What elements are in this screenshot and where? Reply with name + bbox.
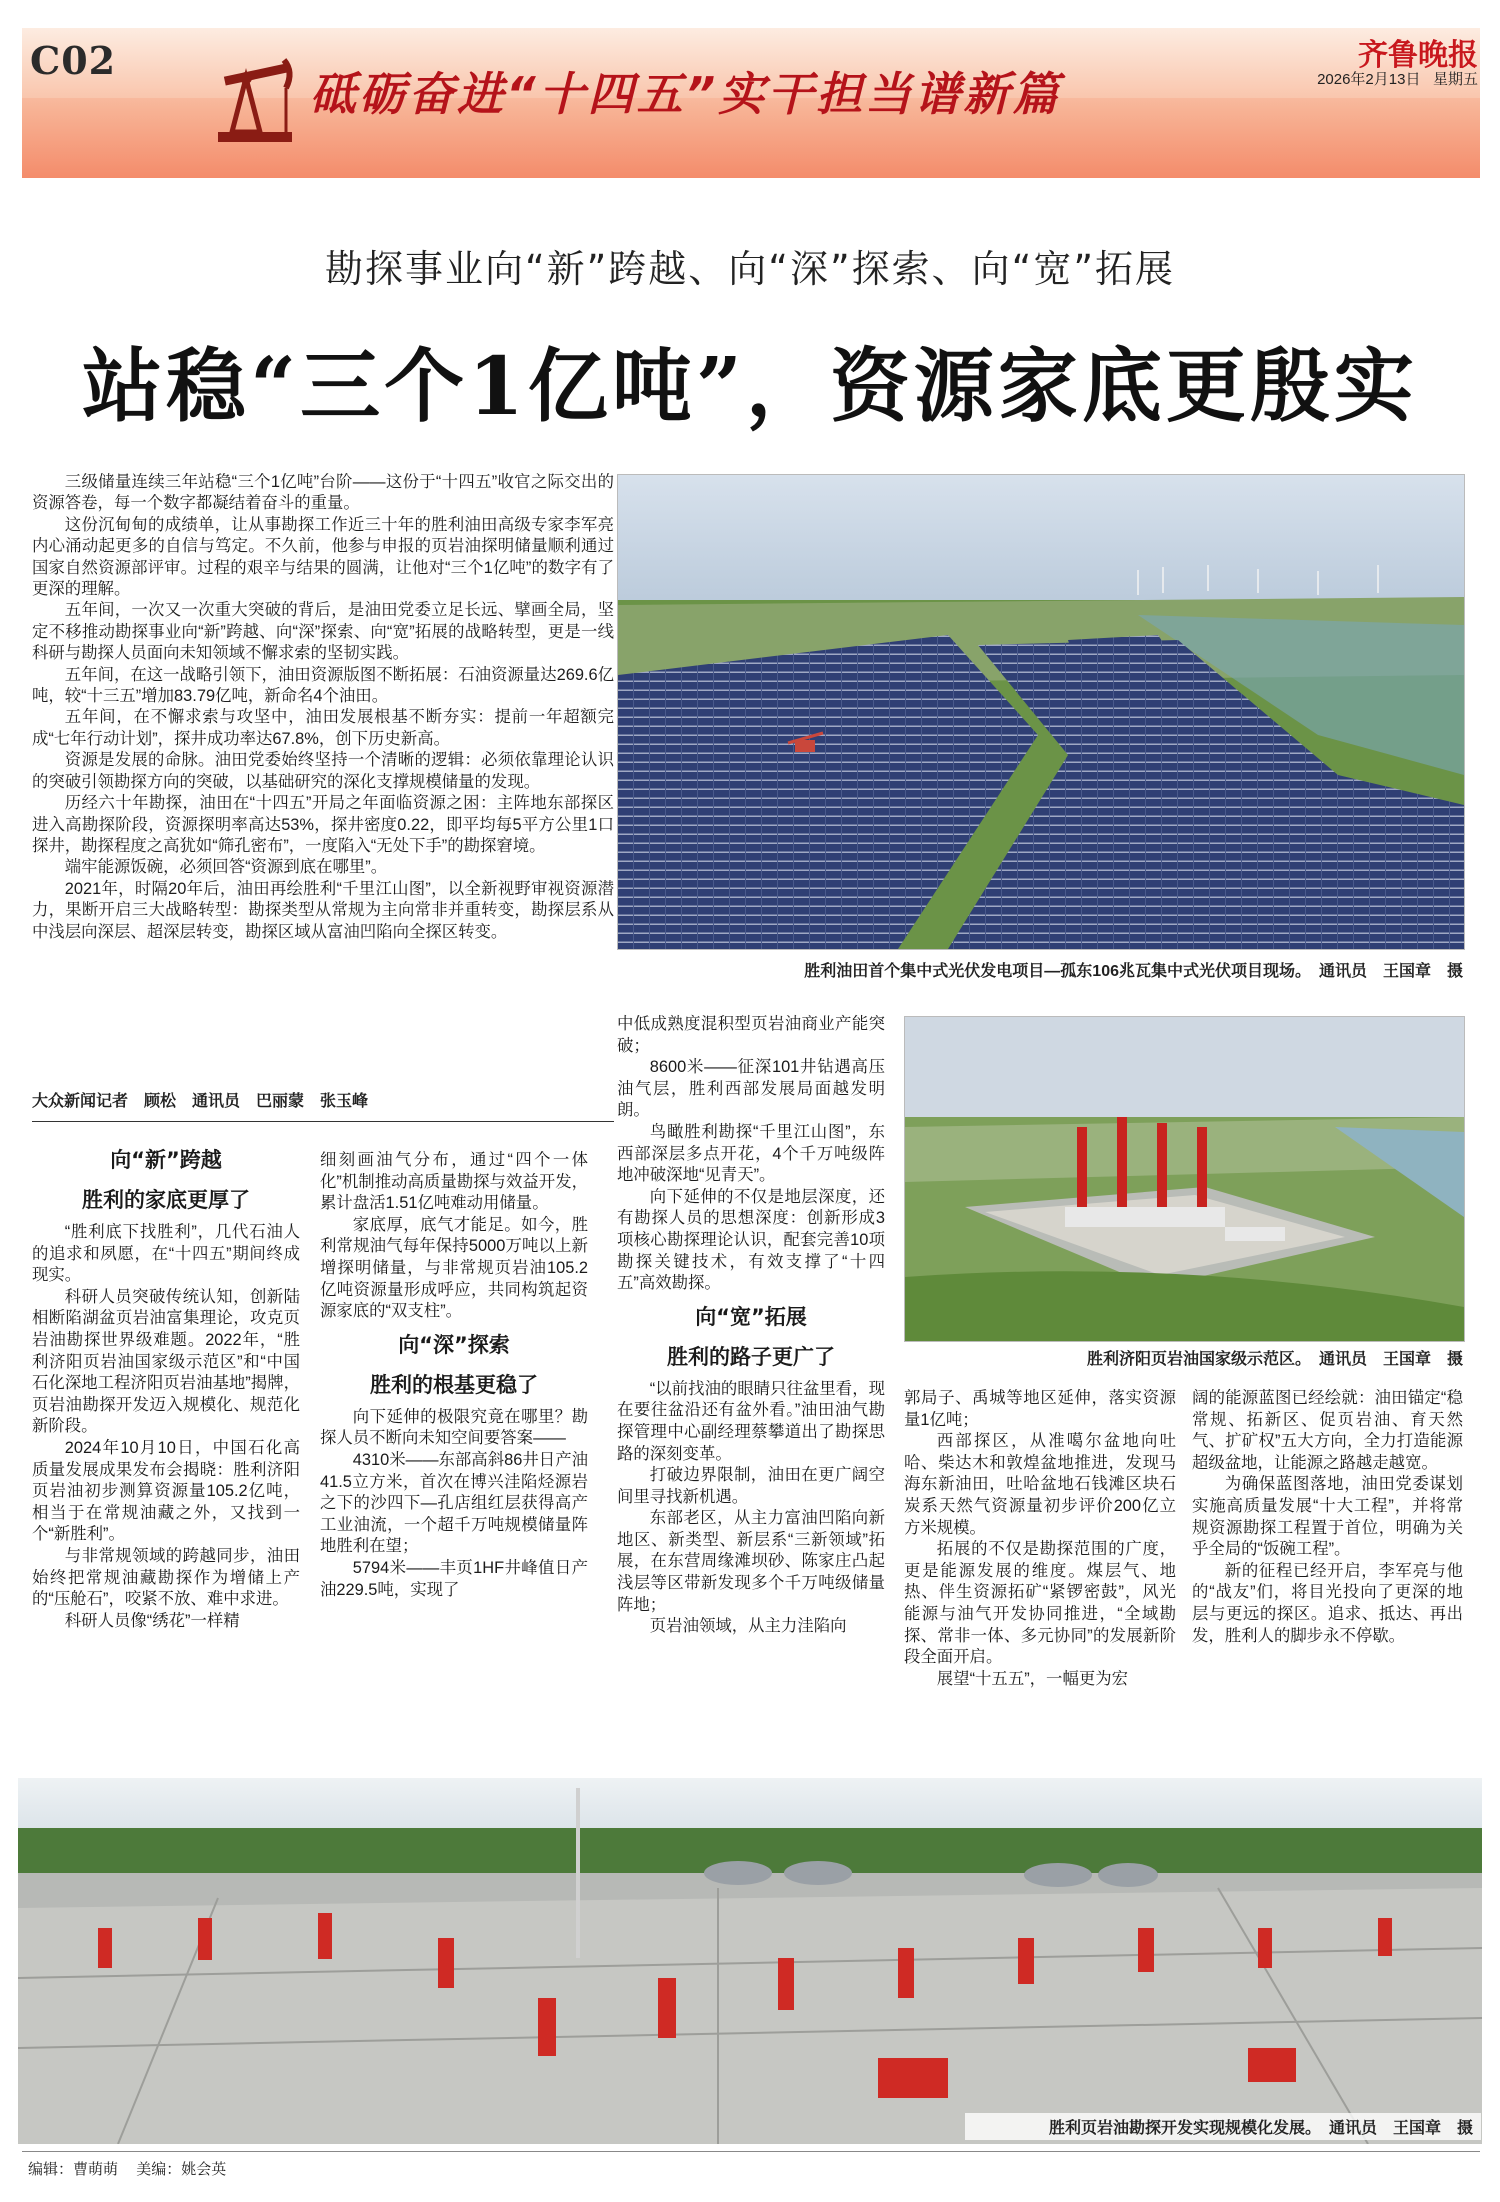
body-paragraph: 向下延伸的不仅是地层深度，还有勘探人员的思想深度：创新形成3项核心勘探理论认识，配套完善10项勘探关键技术，有效支撑了“十四五”高效勘探。 <box>617 1187 885 1293</box>
article-intro <box>32 472 614 943</box>
photo-demonstration-zone <box>904 1016 1465 1342</box>
section3-subtitle: 胜利的路子更广了 <box>667 1344 835 1369</box>
photo-solar-caption: 胜利油田首个集中式光伏发电项目—孤东106兆瓦集中式光伏项目现场。 通讯员 王国章 摄 <box>804 963 1463 980</box>
solar-plant-image <box>618 475 1464 949</box>
section1-subtitle: 胜利的家底更厚了 <box>82 1188 250 1212</box>
editor: 编辑：曹萌萌 <box>28 2161 119 2178</box>
body-paragraph: 细刻画油气分布，通过“四个一体化”机制推动高质量勘探与效益开发，累计盘活1.51亿吨难动用储量。 <box>320 1151 588 1213</box>
body-paragraph: 家底厚，底气才能足。如今，胜利常规油气每年保持5000万吨以上新增探明储量，与非常规页岩油105.2亿吨资源量形成呼应，共同构筑起资源家底的“双支柱”。 <box>320 1215 588 1321</box>
section3-title: 向“宽”拓展 <box>695 1304 807 1329</box>
body-paragraph: 2024年10月10日，中国石化高质量发展成果发布会揭晓：胜利济阳页岩油初步测算资源量105.2亿吨，相当于在常规油藏之外，又找到一个“新胜利”。 <box>32 1438 300 1544</box>
intro-paragraph: 端牢能源饭碗，必须回答“资源到底在哪里”。 <box>64 858 388 877</box>
body-paragraph: 展望“十五五”，一幅更为宏 <box>936 1669 1129 1688</box>
intro-paragraph: 2021年，时隔20年后，油田再绘胜利“千里江山图”，以全新视野审视资源潜力，果断开启三大战略转型：勘探类型从常规为主向常非并重转变，勘探层系从中浅层向深层、超深层转变，勘探区域从富油凹陷向全探区转变。 <box>32 879 614 941</box>
intro-paragraph: 三级储量连续三年站稳“三个1亿吨”台阶——这份于“十四五”收官之际交出的资源答卷，每一个数字都凝结着奋斗的重量。 <box>32 473 614 513</box>
column-2 <box>320 1150 588 1601</box>
page-code: C02 <box>30 38 117 83</box>
slogan: 砥砺奋进“十四五”实干担当谱新篇 <box>310 67 1062 121</box>
date: 2026年2月13日 <box>1317 71 1421 88</box>
footer-divider <box>22 2151 1480 2152</box>
body-paragraph: 科研人员突破传统认知，创新陆相断陷湖盆页岩油富集理论，攻克页岩油勘探世界级难题。2022年，“胜利济阳页岩油国家级示范区”和“中国石化深地工程济阳页岩油基地”揭牌，页岩油勘探开发迈入规模化、规范化新阶段。 <box>32 1287 300 1436</box>
column-3 <box>617 1014 885 1638</box>
pump-jack-icon <box>210 38 300 148</box>
art-editor: 美编：姚会英 <box>136 2161 227 2178</box>
body-paragraph: 西部探区，从准噶尔盆地向吐哈、柴达木和敦煌盆地推进，发现马海东新油田，吐哈盆地石钱滩区块石炭系天然气资源量初步评价200亿立方米规模。 <box>904 1432 1176 1537</box>
body-paragraph: 新的征程已经开启，李军亮与他的“战友”们，将目光投向了更深的地层与更远的探区。追求、抵达、再出发，胜利人的脚步永不停歇。 <box>1192 1561 1463 1645</box>
body-paragraph: 拓展的不仅是勘探范围的广度，更是能源发展的维度。煤层气、地热、伴生资源拓矿“紧锣密鼓”，风光能源与油气开发协同推进，“全域勘探、常非一体、多元协同”的发展新阶段全面开启。 <box>904 1540 1176 1667</box>
weekday: 星期五 <box>1432 71 1478 88</box>
article-deck: 勘探事业向“新”跨越、向“深”探索、向“宽”拓展 <box>324 247 1176 291</box>
article-headline: 站稳“三个1亿吨”，资源家底更殷实 <box>82 339 1418 433</box>
body-paragraph: 鸟瞰胜利勘探“千里江山图”，东西部深层多点开花，4个千万吨级阵地冲破深地“见青天”。 <box>617 1122 885 1185</box>
body-paragraph: 打破边界限制，油田在更广阔空间里寻找新机遇。 <box>617 1466 885 1506</box>
intro-paragraph: 这份沉甸甸的成绩单，让从事勘探工作近三十年的胜利油田高级专家李军亮内心涌动起更多的自信与笃定。不久前，他参与申报的页岩油探明储量顺利通过国家自然资源部评审。过程的艰辛与结果的圆满，让他对“三个1亿吨”的数字有了更深的理解。 <box>32 515 614 599</box>
intro-paragraph: 五年间，一次又一次重大突破的背后，是油田党委立足长远、擘画全局，坚定不移推动勘探事业向“新”跨越、向“深”探索、向“宽”拓展的战略转型，更是一线科研与勘探人员面向未知领域不懈求索的坚韧实践。 <box>32 601 614 663</box>
paper-name: 齐鲁晚报 <box>1358 38 1478 73</box>
wellsite-image <box>18 1778 1482 2144</box>
issue-date <box>1317 68 1478 89</box>
body-paragraph: 与非常规领域的跨越同步，油田始终把常规油藏勘探作为增储上产的“压舱石”，咬紧不放、难中求进。 <box>32 1546 300 1609</box>
body-paragraph: 5794米——丰页1HF井峰值日产油229.5吨，实现了 <box>320 1558 588 1599</box>
body-paragraph: 为确保蓝图落地，油田党委谋划实施高质量发展“十大工程”，并将常规资源勘探工程置于首位，明确为关乎全局的“饭碗工程”。 <box>1192 1475 1463 1559</box>
intro-paragraph: 五年间，在不懈求索与攻坚中，油田发展根基不断夯实：提前一年超额完成“七年行动计划”，探井成功率达67.8%，创下历史新高。 <box>32 708 614 748</box>
demonstration-zone-image <box>905 1017 1464 1341</box>
section2-subtitle: 胜利的根基更稳了 <box>370 1372 538 1397</box>
body-paragraph: 中低成熟度混积型页岩油商业产能突破； <box>617 1015 885 1055</box>
body-paragraph: 科研人员像“绣花”一样精 <box>64 1611 240 1630</box>
byline: 大众新闻记者 顾松 通讯员 巴丽蒙 张玉峰 <box>32 1088 614 1122</box>
column-5 <box>1192 1388 1463 1647</box>
editor-credits <box>28 2158 240 2179</box>
column-4 <box>904 1388 1176 1690</box>
photo-zone-caption: 胜利济阳页岩油国家级示范区。 通讯员 王国章 摄 <box>1086 1351 1463 1368</box>
body-paragraph: 页岩油领域，从主力洼陷向 <box>649 1617 847 1636</box>
intro-paragraph: 资源是发展的命脉。油田党委始终坚持一个清晰的逻辑：必须依靠理论认识的突破引领勘探方向的突破，以基础研究的深化支撑规模储量的发现。 <box>32 751 614 791</box>
section1-title: 向“新”跨越 <box>110 1148 222 1172</box>
photo-wellsite <box>18 1778 1482 2144</box>
intro-paragraph: 历经六十年勘探，油田在“十四五”开局之年面临资源之困：主阵地东部探区进入高勘探阶段，资源探明率高达53%，探井密度0.22，即平均每5平方公里1口探井，勘探程度之高犹如“筛孔密布”，一度陷入“无处下手”的勘探窘境。 <box>32 794 614 855</box>
photo-solar-plant <box>617 474 1465 950</box>
body-paragraph: “以前找油的眼睛只往盆里看，现在要往盆沿还有盆外看。”油田油气勘探管理中心副经理蔡攀道出了勘探思路的深刻变革。 <box>617 1379 885 1463</box>
body-paragraph: 8600米——征深101井钻遇高压油气层，胜利西部发展局面越发明朗。 <box>617 1058 885 1120</box>
body-paragraph: 郭局子、禹城等地区延伸，落实资源量1亿吨； <box>904 1389 1176 1429</box>
body-paragraph: “胜利底下找胜利”，几代石油人的追求和夙愿，在“十四五”期间终成现实。 <box>32 1223 300 1285</box>
body-paragraph: 4310米——东部高斜86井日产油41.5立方米，首次在博兴洼陷烃源岩之下的沙四下—孔店组红层获得高产工业油流，一个超千万吨规模储量阵地胜利在望； <box>320 1450 588 1556</box>
body-paragraph: 阔的能源蓝图已经绘就：油田锚定“稳常规、拓新区、促页岩油、育天然气、扩矿权”五大方向，全力打造能源超级盆地，让能源之路越走越宽。 <box>1192 1389 1463 1472</box>
body-paragraph: 向下延伸的极限究竟在哪里？勘探人员不断向未知空间要答案—— <box>320 1407 588 1448</box>
section2-title: 向“深”探索 <box>398 1332 510 1357</box>
intro-paragraph: 五年间，在这一战略引领下，油田资源版图不断拓展：石油资源量达269.6亿吨，较“十三五”增加83.79亿吨，新命名4个油田。 <box>32 665 614 706</box>
photo-wellsite-caption: 胜利页岩油勘探开发实现规模化发展。 通讯员 王国章 摄 <box>965 2113 1481 2140</box>
column-1 <box>32 1138 300 1632</box>
body-paragraph: 东部老区，从主力富油凹陷向新地区、新类型、新层系“三新领域”拓展，在东营周缘滩坝砂、陈家庄凸起浅层等区带新发现多个千万吨级储量阵地； <box>617 1509 885 1614</box>
